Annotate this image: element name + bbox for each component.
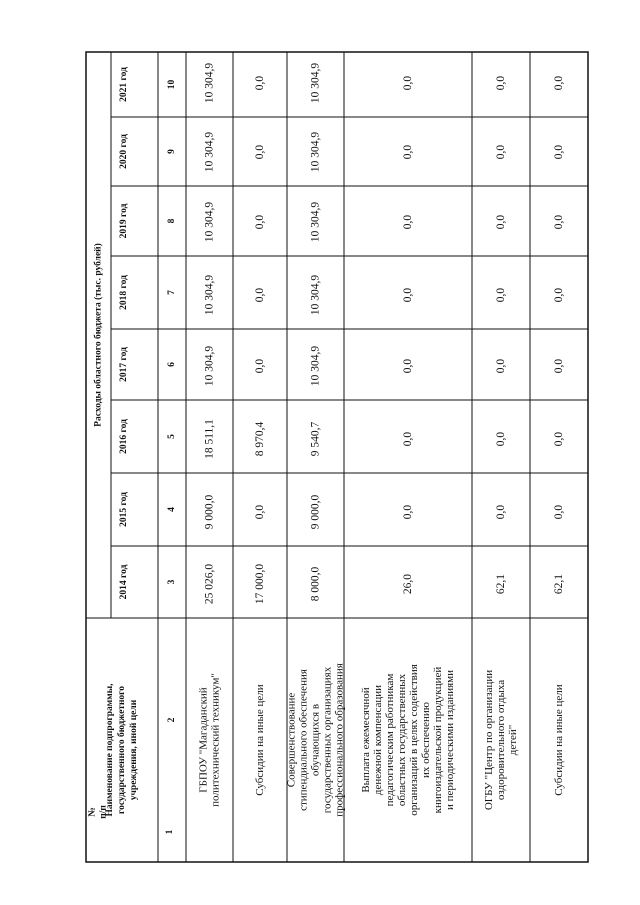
row-1-value-5-line: 10 304,9 (203, 274, 216, 316)
row-6-value-6-line: 0,0 (553, 214, 565, 230)
index-number-1-line: 1 (165, 829, 175, 835)
row-2-value-6-line: 0,0 (254, 214, 266, 230)
row-5-value-1 (495, 574, 507, 594)
row-3-value-4 (310, 346, 322, 387)
row-3-value-3 (310, 422, 322, 457)
row-5-value-2-line: 0,0 (495, 504, 507, 520)
table-text (88, 63, 566, 835)
row-5-value-8 (495, 76, 507, 91)
row-5-name-line: оздоровительного отдыха (495, 679, 507, 801)
row-5-value-4 (495, 359, 507, 374)
row-1-value-3-line: 18 511,1 (203, 419, 216, 459)
row-3-name (286, 663, 346, 817)
header-name-line: учреждения, иной цели (129, 699, 139, 801)
row-2-value-2 (254, 505, 266, 520)
index-number-4-line: 4 (167, 507, 177, 512)
row-6-value-5-line: 0,0 (553, 287, 565, 303)
row-4-value-6-line: 0,0 (402, 214, 414, 230)
row-2-value-4 (254, 359, 266, 374)
header-year-5-line: 2018 год (119, 275, 129, 310)
header-year-6-line: 2019 год (119, 203, 129, 239)
row-3-value-5 (310, 275, 322, 316)
row-5-value-3-line: 0,0 (495, 431, 507, 447)
header-year-2-line: 2015 год (119, 492, 129, 527)
row-2-name-line: Субсидии на иные цели (254, 684, 266, 796)
row-4-name-line: денежной компенсации (372, 684, 384, 796)
row-6-name-line: Субсидии на иные цели (553, 684, 565, 796)
row-6-value-7 (553, 145, 565, 160)
row-2-value-6 (254, 215, 266, 230)
row-3-value-2-line: 9 000,0 (309, 494, 322, 530)
row-4-value-7 (402, 145, 414, 160)
row-6-value-3-line: 0,0 (553, 431, 565, 447)
row-4-name-line: Выплата ежемесячной (360, 687, 372, 793)
row-6-name (553, 684, 565, 795)
row-5-value-1-line: 62,1 (495, 573, 507, 595)
row-3-value-8-line: 10 304,9 (309, 62, 322, 104)
header-year-6 (119, 203, 129, 238)
row-3-value-5-line: 10 304,9 (309, 274, 322, 316)
index-number-6-line: 6 (167, 362, 177, 367)
row-4-name-line: и периодическими изданиями (444, 669, 456, 811)
header-year-2 (119, 492, 129, 527)
header-year-4-line: 2017 год (119, 347, 129, 382)
row-3-value-8 (310, 63, 322, 104)
row-6-value-2 (553, 505, 565, 520)
index-number-5 (167, 434, 177, 439)
row-3-value-7-line: 10 304,9 (309, 131, 322, 173)
row-6-value-6 (553, 215, 565, 230)
index-number-6 (167, 362, 177, 367)
row-5-value-6-line: 0,0 (495, 214, 507, 230)
row-4-name-line: их обеспечению (420, 701, 432, 779)
row-5-value-3 (495, 432, 507, 447)
header-number-line: п/п (98, 805, 109, 819)
row-3-name-line: Совершенствование (285, 692, 298, 788)
row-2-value-8-line: 0,0 (254, 75, 266, 91)
row-2-value-4-line: 0,0 (254, 358, 266, 374)
index-number-10 (167, 80, 177, 90)
row-2-value-1 (254, 564, 266, 605)
header-year-8 (119, 67, 129, 102)
row-1-value-6-line: 10 304,9 (203, 201, 216, 243)
row-4-name (360, 664, 456, 816)
row-6-value-8-line: 0,0 (553, 75, 565, 91)
row-4-value-1 (402, 574, 414, 594)
row-6-value-7-line: 0,0 (553, 144, 565, 160)
row-4-value-4-line: 0,0 (402, 358, 414, 374)
row-1-name-line: политехнический техникум" (209, 673, 222, 807)
row-4-value-4 (402, 359, 414, 374)
index-number-2-line: 2 (167, 717, 177, 723)
row-5-value-7-line: 0,0 (495, 144, 507, 160)
row-4-value-1-line: 26,0 (402, 573, 414, 595)
index-number-7 (167, 290, 177, 295)
header-year-1-line: 2014 год (119, 564, 129, 600)
index-number-7-line: 7 (167, 290, 177, 295)
row-4-value-8 (402, 76, 414, 91)
row-5-name-line: ОГБУ "Центр по организации (483, 669, 495, 811)
header-expenses (93, 243, 104, 427)
index-number-8 (167, 218, 177, 223)
index-number-1 (165, 829, 175, 834)
row-1-value-6 (204, 202, 216, 243)
row-6-value-3 (553, 432, 565, 447)
index-number-3 (167, 579, 177, 584)
header-year-3 (119, 419, 129, 454)
row-2-value-5-line: 0,0 (254, 287, 266, 303)
row-5-value-5 (495, 288, 507, 303)
row-4-name-line: организаций в целях содействия (408, 664, 420, 816)
row-1-value-4-line: 10 304,9 (203, 345, 216, 387)
row-3-name-line: профессионального образования (333, 663, 346, 817)
row-1-value-7 (204, 132, 216, 173)
row-2-value-7-line: 0,0 (254, 144, 266, 160)
header-year-7 (119, 134, 129, 169)
header-number-line: № (87, 807, 98, 817)
row-3-value-1-line: 8 000,0 (309, 566, 322, 602)
row-1-value-1 (204, 564, 216, 605)
row-5-value-5-line: 0,0 (495, 287, 507, 303)
row-2-value-3 (254, 422, 266, 457)
row-4-value-6 (402, 215, 414, 230)
index-number-5-line: 5 (167, 434, 177, 439)
row-6-value-5 (553, 288, 565, 303)
row-4-value-2 (402, 505, 414, 520)
row-4-name-line: книгоиздательской продукцией (432, 666, 444, 814)
row-2-name (254, 684, 266, 795)
row-4-value-3-line: 0,0 (402, 431, 414, 447)
row-4-value-2-line: 0,0 (402, 504, 414, 520)
row-4-value-5-line: 0,0 (402, 287, 414, 303)
row-1-value-2 (204, 495, 216, 530)
index-number-9-line: 9 (167, 149, 177, 154)
row-3-value-1 (310, 567, 322, 602)
row-3-value-4-line: 10 304,9 (309, 345, 322, 387)
row-6-value-2-line: 0,0 (553, 504, 565, 520)
row-3-value-2 (310, 495, 322, 530)
row-1-value-3 (204, 419, 216, 459)
header-year-3-line: 2016 год (119, 419, 129, 454)
row-2-value-1-line: 17 000,0 (254, 563, 266, 605)
row-2-value-7 (254, 145, 266, 160)
header-name-line: государственного бюджетного (117, 685, 127, 815)
row-1-value-1-line: 25 026,0 (203, 563, 216, 605)
header-year-8-line: 2021 год (119, 67, 129, 102)
row-1-value-8 (204, 63, 216, 104)
row-3-value-6 (310, 202, 322, 243)
row-2-value-2-line: 0,0 (254, 504, 266, 520)
index-number-2 (167, 717, 177, 722)
header-year-5 (119, 275, 129, 310)
row-2-value-5 (254, 288, 266, 303)
row-4-value-5 (402, 288, 414, 303)
row-6-value-8 (553, 76, 565, 91)
row-6-value-4 (553, 359, 565, 374)
row-3-value-7 (310, 132, 322, 173)
row-3-value-6-line: 10 304,9 (309, 201, 322, 243)
header-name (105, 683, 139, 817)
index-number-3-line: 3 (167, 579, 177, 585)
row-1-name (198, 673, 222, 807)
row-4-value-8-line: 0,0 (402, 75, 414, 91)
row-1-name-line: ГБПОУ "Магаданский (197, 687, 210, 793)
row-3-name-line: стипендиального обеспечения (297, 669, 310, 811)
row-4-name-line: областных государственных (396, 673, 408, 807)
row-3-value-3-line: 9 540,7 (309, 421, 322, 457)
header-year-1 (119, 564, 129, 599)
row-6-value-1 (553, 574, 565, 594)
header-expenses-line: Расходы областного бюджета (тыс. рублей) (93, 243, 104, 427)
row-4-value-7-line: 0,0 (402, 144, 414, 160)
header-name-line: Наименование подпрограммы, (105, 683, 115, 817)
header-year-7-line: 2020 год (119, 134, 129, 169)
row-3-name-line: государственных организациях (321, 666, 334, 814)
header-year-4 (119, 347, 129, 382)
index-number-4 (167, 507, 177, 512)
row-4-name-line: педагогическим работникам (384, 673, 396, 807)
row-5-value-8-line: 0,0 (495, 75, 507, 91)
row-5-value-6 (495, 215, 507, 230)
index-number-8-line: 8 (167, 218, 177, 224)
row-6-value-4-line: 0,0 (553, 358, 565, 374)
row-1-value-8-line: 10 304,9 (203, 62, 216, 104)
row-4-value-3 (402, 432, 414, 447)
row-6-value-1-line: 62,1 (553, 573, 565, 595)
row-5-name (483, 670, 519, 810)
row-5-value-2 (495, 505, 507, 520)
row-5-name-line: детей" (507, 724, 519, 756)
row-2-value-8 (254, 76, 266, 91)
index-number-10-line: 10 (167, 79, 177, 90)
row-1-value-4 (204, 346, 216, 387)
row-5-value-7 (495, 145, 507, 160)
row-1-value-7-line: 10 304,9 (203, 131, 216, 173)
row-1-value-5 (204, 275, 216, 316)
row-5-value-4-line: 0,0 (495, 358, 507, 374)
row-2-value-3-line: 8 970,4 (254, 421, 266, 457)
index-number-9 (167, 149, 177, 154)
row-3-name-line: обучающихся в (309, 703, 322, 777)
row-1-value-2-line: 9 000,0 (203, 494, 216, 530)
